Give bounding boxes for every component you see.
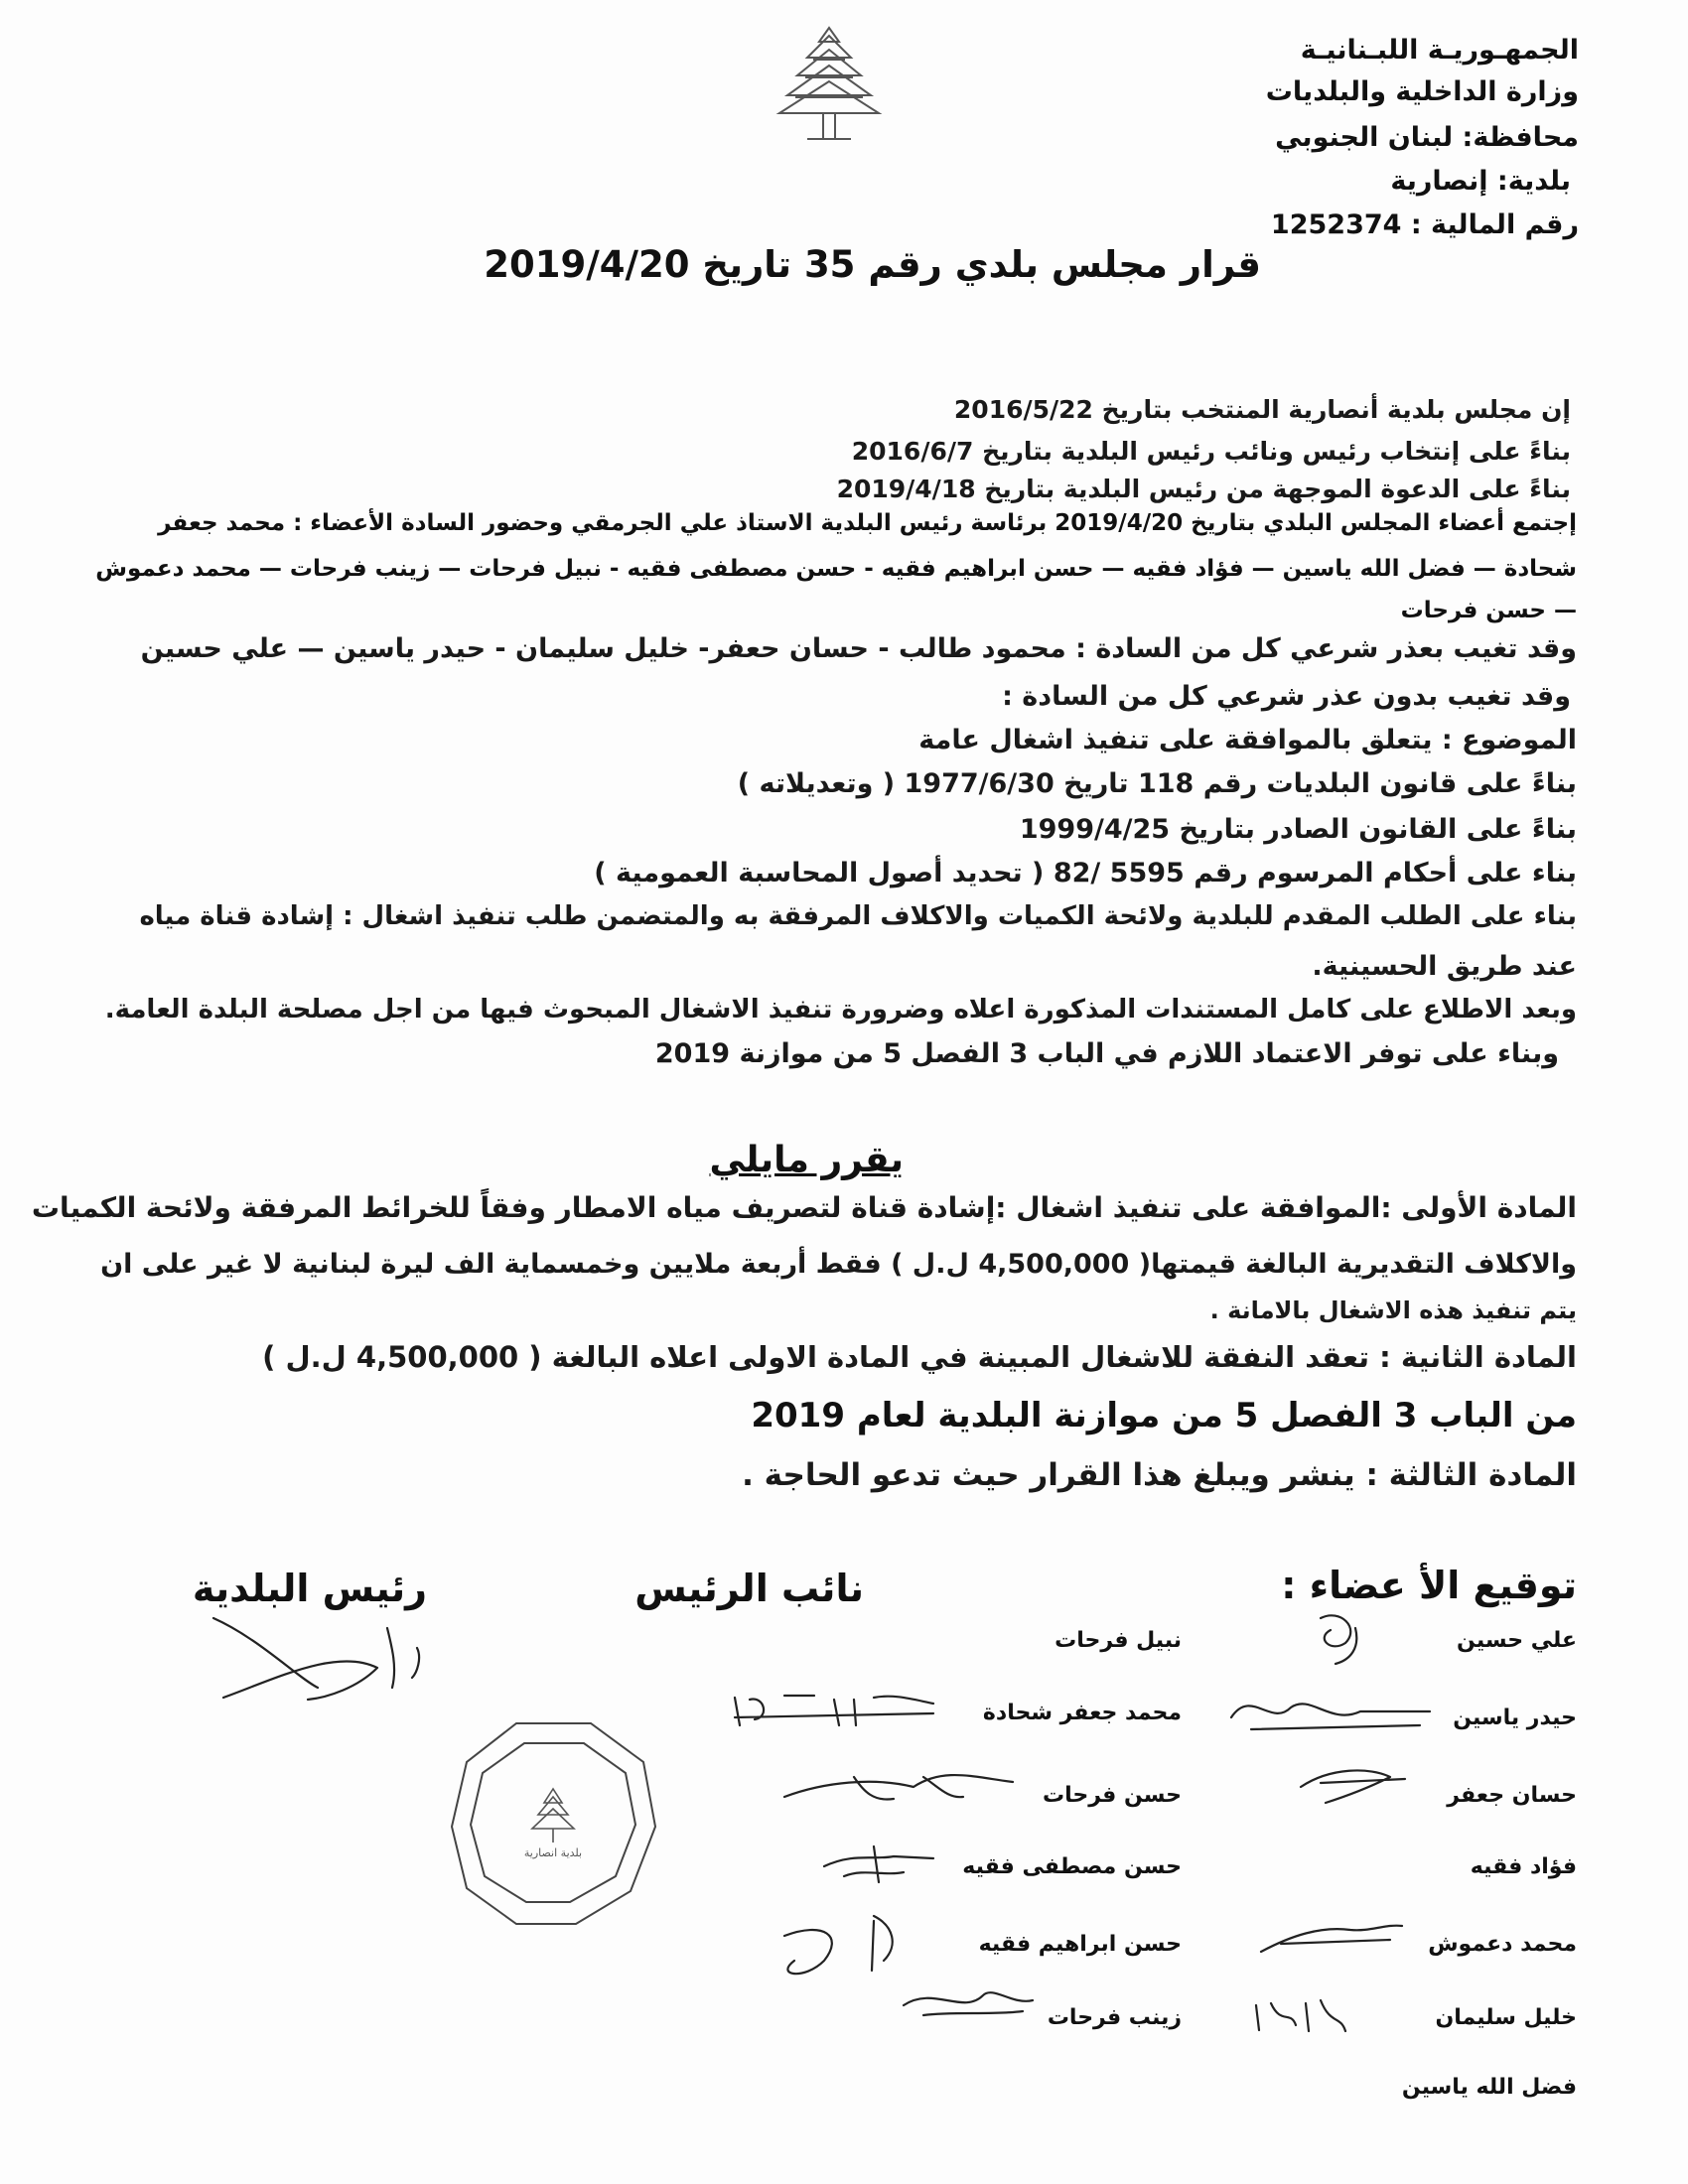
preamble-line: إجتمع أعضاء المجلس البلدي بتاريخ 2019/4/20 برئاسة رئيس البلدية الاستاذ علي الجرمقي وحضور السادة الأعضاء : محمد جعفر <box>158 510 1577 536</box>
member-name: علي حسين <box>1457 1628 1577 1653</box>
article-second-line: المادة الثانية : تعقد النفقة للاشغال المبينة في المادة الاولى اعلاه البالغة ( 4,500,000 ل.ل ) <box>262 1340 1577 1374</box>
header-ministry: وزارة الداخلية والبلديات <box>1265 76 1579 107</box>
member-name: محمد جعفر شحادة <box>982 1701 1182 1725</box>
preamble-line: شحادة — فضل الله ياسين — فؤاد فقيه — حسن ابراهيم فقيه - حسن مصطفى فقيه - نبيل فرحات — زينب فرحات — محمد دعموش <box>95 556 1577 582</box>
basis-line: بناءً على القانون الصادر بتاريخ 1999/4/25 <box>1019 814 1577 845</box>
article-third: المادة الثالثة : ينشر ويبلغ هذا القرار حيث تدعو الحاجة . <box>742 1457 1577 1493</box>
basis-line: الموضوع : يتعلق بالموافقة على تنفيذ اشغال عامة <box>918 725 1577 755</box>
header-finance-number: رقم المالية : 1252374 <box>1270 209 1579 240</box>
basis-line: وبعد الاطلاع على كامل المستندات المذكورة اعلاه وضرورة تنفيذ الاشغال المبحوث فيها من اجل مصلحة البلدة العامة. <box>104 995 1577 1024</box>
municipal-stamp-icon <box>447 1717 660 1931</box>
basis-line: بناء على أحكام المرسوم رقم 5595 /82 ( تحديد أصول المحاسبة العمومية ) <box>594 858 1577 888</box>
article-first-line: المادة الأولى :الموافقة على تنفيذ اشغال :إشادة قناة لتصريف مياه الامطار وفقاً للخرائط المرفقة ولائحة الكميات <box>31 1191 1577 1224</box>
absent-excused: وقد تغيب بعذر شرعي كل من السادة : محمود طالب - حسان حعفر- خليل سليمان - حيدر ياسين — علي حسين <box>140 633 1577 664</box>
absent-unexcused: وقد تغيب بدون عذر شرعي كل من السادة : <box>1002 681 1571 712</box>
decision-heading: يقرر مايلي <box>709 1140 904 1180</box>
decision-title: قرار مجلس بلدي رقم 35 تاريخ 2019/4/20 <box>484 243 1261 286</box>
preamble-line: — حسن فرحات <box>1400 598 1577 623</box>
member-name: محمد دعموش <box>1428 1932 1577 1957</box>
preamble-line: إن مجلس بلدية أنصارية المنتخب بتاريخ 2016/5/22 <box>953 395 1571 424</box>
preamble-line: بناءً على الدعوة الموجهة من رئيس البلدية بتاريخ 2019/4/18 <box>836 475 1571 503</box>
member-name: حسن مصطفى فقيه <box>962 1854 1182 1879</box>
article-first-line: والاكلاف التقديرية البالغة قيمتها( 4,500,000 ل.ل ) فقط أربعة ملايين وخمسماية الف ليرة لبنانية لا غير على ان <box>100 1249 1577 1280</box>
header-republic: الجمهـوريـة اللبـنانيـة <box>1300 35 1579 66</box>
member-name: خليل سليمان <box>1435 2005 1577 2030</box>
member-name: نبيل فرحات <box>1055 1628 1182 1653</box>
member-name: حسن فرحات <box>1042 1783 1182 1808</box>
member-name: فؤاد فقيه <box>1470 1854 1577 1879</box>
vice-president-title: نائب الرئيس <box>634 1567 864 1610</box>
member-name: حسان جعفر <box>1447 1783 1577 1808</box>
preamble-line: بناءً على إنتخاب رئيس ونائب رئيس البلدية بتاريخ 2016/6/7 <box>851 437 1571 466</box>
basis-line: عند طريق الحسينية. <box>1312 951 1577 982</box>
header-municipality: بلدية: إنصارية <box>1390 166 1571 197</box>
basis-line: بناءً على قانون البلديات رقم 118 تاريخ 1977/6/30 ( وتعديلاته ) <box>737 768 1577 799</box>
member-name: حيدر ياسين <box>1453 1706 1577 1730</box>
stamp-text: بلدية انصارية <box>523 1846 583 1859</box>
members-signature-title: توقيع الأ عضاء : <box>1281 1564 1577 1607</box>
president-title: رئيس البلدية <box>192 1567 427 1610</box>
member-name: حسن ابراهيم فقيه <box>978 1932 1182 1957</box>
member-name: زينب فرحات <box>1047 2005 1182 2030</box>
article-second-line: من الباب 3 الفصل 5 من موازنة البلدية لعام 2019 <box>751 1396 1577 1435</box>
basis-line: وبناء على توفر الاعتماد اللازم في الباب 3 الفصل 5 من موازنة 2019 <box>654 1038 1559 1069</box>
member-name: فضل الله ياسين <box>1401 2075 1577 2100</box>
basis-line: بناء على الطلب المقدم للبلدية ولائحة الكميات والاكلاف المرفقة به والمتضمن طلب تنفيذ اشغال : إشادة قناة مياه <box>139 901 1577 931</box>
header-governorate: محافظة: لبنان الجنوبي <box>1275 122 1579 153</box>
article-first-line: يتم تنفيذ هذه الاشغال بالامانة . <box>1209 1297 1577 1324</box>
